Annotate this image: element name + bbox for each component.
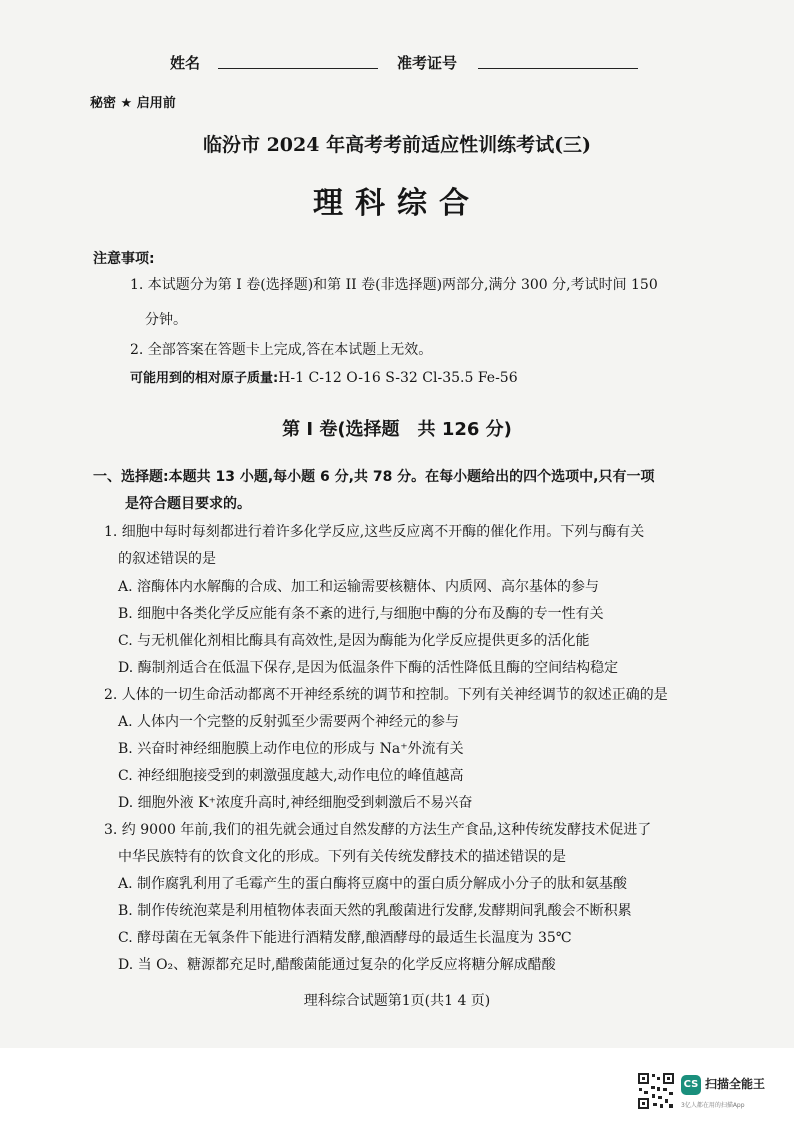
- question-2-stem: 2. 人体的一切生命活动都离不开神经系统的调节和控制。下列有关神经调节的叙述正确的是: [104, 687, 668, 703]
- question-3-option-c: C. 酵母菌在无氧条件下能进行酒精发酵,酿酒酵母的最适生长温度为 35℃: [118, 930, 572, 946]
- part-description: 一、选择题:本题共 13 小题,每小题 6 分,共 78 分。在每小题给出的四个选项中,只有一项: [93, 469, 655, 485]
- question-1-stem: 1. 细胞中每时每刻都进行着许多化学反应,这些反应离不开酶的催化作用。下列与酶有关: [104, 524, 645, 540]
- question-1-option-c: C. 与无机催化剂相比酶具有高效性,是因为酶能为化学反应提供更多的活化能: [118, 633, 590, 649]
- atomic-mass-line: [130, 367, 518, 386]
- notice-item-1-cont: 分钟。: [145, 312, 187, 328]
- notice-title: 注意事项:: [93, 251, 155, 267]
- app-badge-icon: CS: [681, 1075, 701, 1095]
- qr-code-icon: [637, 1072, 675, 1110]
- question-2-option-d: D. 细胞外液 K⁺浓度升高时,神经细胞受到刺激后不易兴奋: [118, 795, 473, 811]
- page-footer: 理科综合试题第1页(共1 4 页): [303, 993, 491, 1009]
- exam-title: 临汾市 2024 年高考考前适应性训练考试(三): [202, 134, 592, 156]
- name-underline: [218, 68, 378, 69]
- atomic-mass-values: H-1 C-12 O-16 S-32 Cl-35.5 Fe-56: [278, 370, 518, 386]
- app-tagline: 3亿人都在用的扫描App: [681, 1102, 745, 1109]
- question-2-option-c: C. 神经细胞接受到的刺激强度越大,动作电位的峰值越高: [118, 768, 464, 784]
- atomic-mass-label: 可能用到的相对原子质量:: [130, 371, 279, 386]
- part-description-cont: 是符合题目要求的。: [125, 496, 251, 512]
- question-1-option-a: A. 溶酶体内水解酶的合成、加工和运输需要核糖体、内质网、高尔基体的参与: [118, 579, 600, 595]
- secret-mark: 秘密 ★ 启用前: [90, 96, 176, 111]
- question-3-stem: 3. 约 9000 年前,我们的祖先就会通过自然发酵的方法生产食品,这种传统发酵技术促进了: [104, 822, 652, 838]
- question-1-stem-cont: 的叙述错误的是: [118, 551, 216, 567]
- exam-number-underline: [478, 68, 638, 69]
- question-1-option-b: B. 细胞中各类化学反应能有条不紊的进行,与细胞中酶的分布及酶的专一性有关: [118, 606, 604, 622]
- notice-item-1: 1. 本试题分为第 I 卷(选择题)和第 II 卷(非选择题)两部分,满分 300 分,考试时间 150: [130, 277, 658, 293]
- app-name: 扫描全能王: [705, 1077, 766, 1091]
- question-3-option-a: A. 制作腐乳利用了毛霉产生的蛋白酶将豆腐中的蛋白质分解成小分子的肽和氨基酸: [118, 876, 628, 892]
- question-1-option-d: D. 酶制剂适合在低温下保存,是因为低温条件下酶的活性降低且酶的空间结构稳定: [118, 660, 619, 676]
- question-3-option-d: D. 当 O₂、糖源都充足时,醋酸菌能通过复杂的化学反应将糖分解成醋酸: [118, 957, 556, 973]
- notice-item-2: 2. 全部答案在答题卡上完成,答在本试题上无效。: [130, 342, 433, 358]
- exam-number-label: 准考证号: [397, 54, 458, 72]
- subject-title: 理科综合: [313, 186, 481, 221]
- name-label: 姓名: [170, 54, 201, 72]
- question-2-option-a: A. 人体内一个完整的反射弧至少需要两个神经元的参与: [118, 714, 460, 730]
- question-3-stem-cont: 中华民族特有的饮食文化的形成。下列有关传统发酵技术的描述错误的是: [118, 849, 566, 865]
- question-2-option-b: B. 兴奋时神经细胞膜上动作电位的形成与 Na⁺外流有关: [118, 741, 464, 757]
- section-title: 第 I 卷(选择题 共 126 分): [282, 419, 512, 440]
- question-3-option-b: B. 制作传统泡菜是利用植物体表面天然的乳酸菌进行发酵,发酵期间乳酸会不断积累: [118, 903, 632, 919]
